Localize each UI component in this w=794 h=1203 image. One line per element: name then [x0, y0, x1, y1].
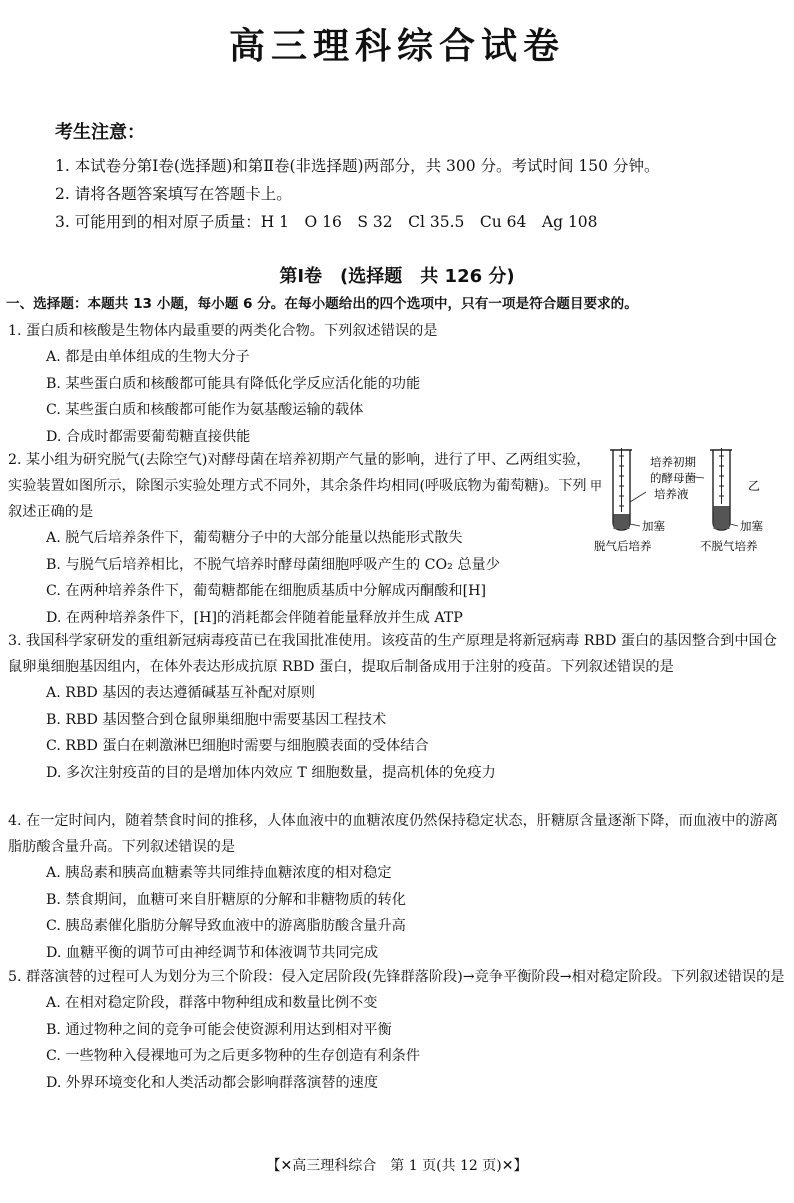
question-stem: 4. 在一定时间内，随着禁食时间的推移，人体血液中的血糖浓度仍然保持稳定状态，肝糖原含量逐渐下降，而血液中的游离脂肪酸含量升高。下列叙述错误的是: [8, 813, 778, 855]
option-a: A. 都是由单体组成的生物大分子: [46, 349, 250, 365]
option-b: B. 某些蛋白质和核酸都可能具有降低化学反应活化能的功能: [46, 375, 421, 392]
notice-line-2: 2. 请将各题答案填写在答题卡上。: [55, 185, 292, 203]
center-label-line-2: 的酵母菌: [650, 471, 696, 485]
option-a: A. 在相对稳定阶段，群落中物种组成和数量比例不变: [46, 995, 378, 1011]
option-d: D. 在两种培养条件下，[H]的消耗都会伴随着能量释放并生成 ATP: [46, 609, 463, 626]
option-c: C. 某些蛋白质和核酸都可能作为氨基酸运输的载体: [46, 402, 364, 418]
question-stem: 3. 我国科学家研发的重组新冠病毒疫苗已在我国批准使用。该疫苗的生产原理是将新冠病毒 RBD 蛋白的基因整合到中国仓鼠卵巢细胞基因组内，在体外表达形成抗原 RBD 蛋白，提取后制备成用于注射的疫苗。下列叙述错误的是: [8, 633, 777, 675]
option-b: B. 通过物种之间的竞争可能会使资源利用达到相对平衡: [46, 1021, 392, 1038]
right-test-tube: [710, 448, 738, 530]
option-c: C. 一些物种入侵裸地可为之后更多物种的生存创造有利条件: [46, 1048, 421, 1064]
question-4: [8, 808, 788, 966]
option-b: B. RBD 基因整合到仓鼠卵巢细胞中需要基因工程技术: [46, 711, 387, 728]
notice-block: [55, 118, 775, 236]
notice-line-1: 1. 本试卷分第Ⅰ卷(选择题)和第Ⅱ卷(非选择题)两部分，共 300 分。考试时间 150 分钟。: [55, 157, 660, 175]
caption-left: 脱气后培养: [594, 539, 652, 553]
notice-heading: 考生注意：: [55, 122, 145, 143]
label-right: 乙: [748, 479, 761, 493]
left-test-tube: [610, 448, 640, 530]
option-d: D. 多次注射疫苗的目的是增加体内效应 T 细胞数量，提高机体的免疫力: [46, 764, 496, 781]
notice-line-3: 3. 可能用到的相对原子质量：H 1 O 16 S 32 Cl 35.5 Cu 64 Ag 108: [55, 213, 598, 231]
question-1: [8, 318, 788, 450]
page-footer: 【✕高三理科综合 第 1 页(共 12 页)✕】: [266, 1158, 528, 1174]
caption-right: 不脱气培养: [700, 539, 758, 553]
question-stem: 1. 蛋白质和核酸是生物体内最重要的两类化合物。下列叙述错误的是: [8, 323, 438, 339]
section-intro: 一、选择题：本题共 13 小题，每小题 6 分。在每小题给出的四个选项中，只有一项是符合题目要求的。: [6, 296, 638, 312]
label-left: 甲: [590, 479, 603, 493]
option-c: C. 胰岛素催化脂肪分解导致血液中的游离脂肪酸含量升高: [46, 918, 406, 934]
question-3: [8, 628, 788, 786]
option-b: B. 禁食期间，血糖可来自肝糖原的分解和非糖物质的转化: [46, 891, 406, 908]
center-label-line-3: 培养液: [654, 487, 689, 501]
section-heading: 第Ⅰ卷 (选择题 共 126 分): [279, 266, 515, 287]
question-stem: 2. 某小组为研究脱气(去除空气)对酵母菌在培养初期产气量的影响，进行了甲、乙两组实验，实验装置如图所示，除图示实验处理方式不同外，其余条件均相同(呼吸底物为葡萄糖)。下列叙述正确的是: [8, 452, 591, 520]
exam-title: 高三理科综合试卷: [228, 26, 565, 67]
option-b: B. 与脱气后培养相比，不脱气培养时酵母菌细胞呼吸产生的 CO₂ 总量少: [46, 556, 500, 573]
option-c: C. RBD 蛋白在刺激淋巴细胞时需要与细胞膜表面的受体结合: [46, 738, 429, 754]
fermentation-apparatus-diagram: [588, 444, 794, 562]
option-d: D. 合成时都需要葡萄糖直接供能: [46, 428, 251, 445]
stopper-label-left: 加塞: [642, 519, 665, 533]
option-c: C. 在两种培养条件下，葡萄糖都能在细胞质基质中分解成丙酮酸和[H]: [46, 583, 487, 599]
option-d: D. 血糖平衡的调节可由神经调节和体液调节共同完成: [46, 944, 379, 961]
option-a: A. 胰岛素和胰高血糖素等共同维持血糖浓度的相对稳定: [46, 865, 392, 881]
question-5: [8, 964, 788, 1096]
option-a: A. 脱气后培养条件下，葡萄糖分子中的大部分能量以热能形式散失: [46, 530, 463, 546]
option-a: A. RBD 基因的表达遵循碱基互补配对原则: [46, 685, 316, 701]
question-stem: 5. 群落演替的过程可人为划分为三个阶段：侵入定居阶段(先锋群落阶段)→竞争平衡阶段→相对稳定阶段。下列叙述错误的是: [8, 969, 785, 985]
center-label-line-1: 培养初期: [650, 455, 696, 469]
option-d: D. 外界环境变化和人类活动都会影响群落演替的速度: [46, 1074, 379, 1091]
stopper-label-right: 加塞: [740, 519, 763, 533]
